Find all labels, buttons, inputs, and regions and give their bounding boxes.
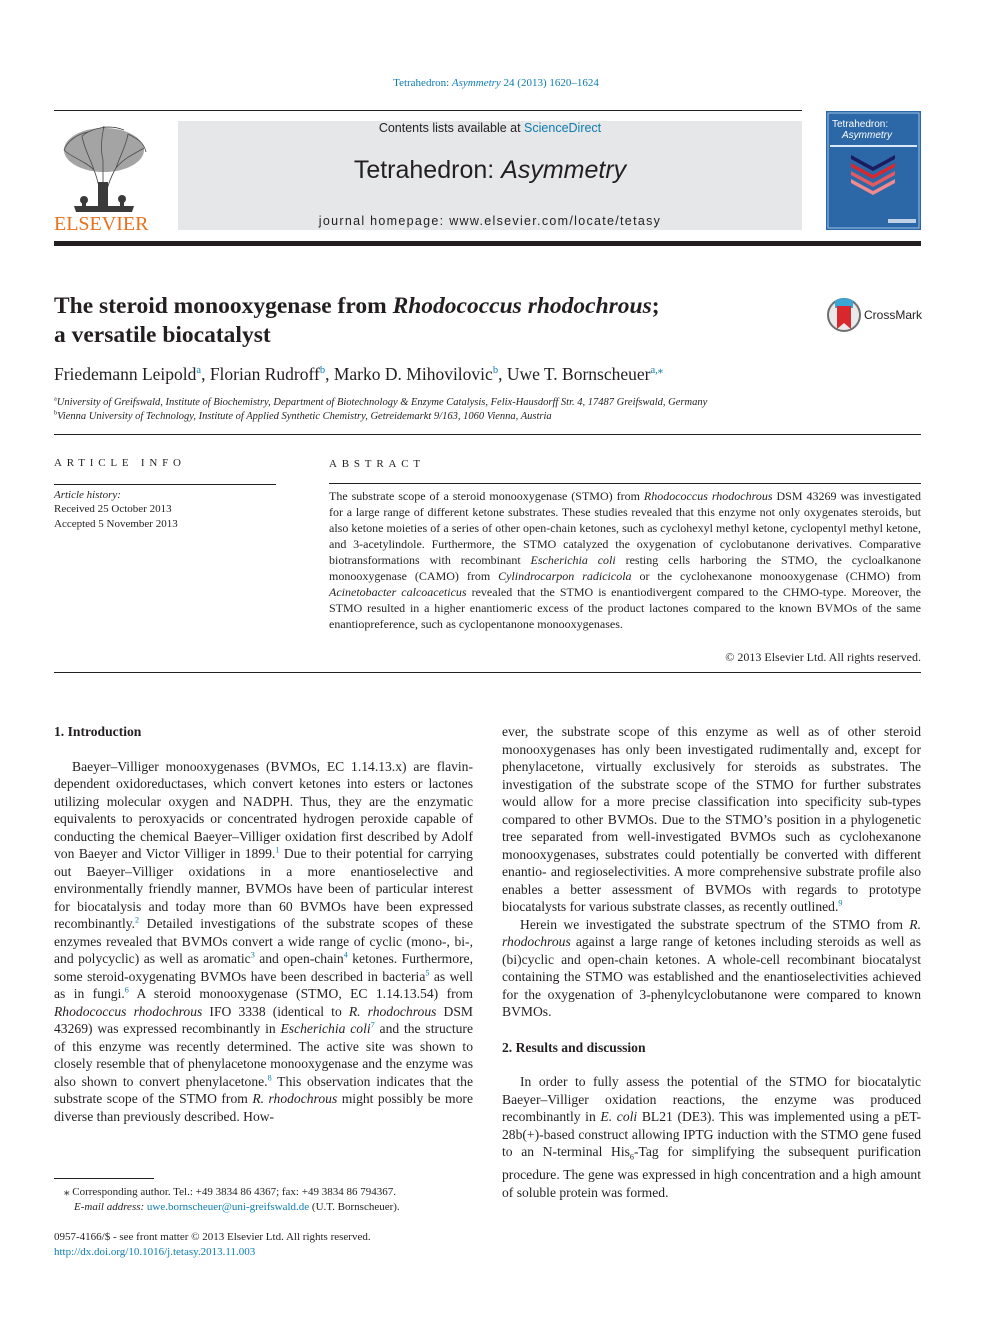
cover-title-line2: Asymmetry (842, 130, 892, 141)
journal-name-italic: Asymmetry (501, 156, 627, 184)
article-info-heading: ARTICLE INFO (54, 457, 186, 469)
affiliation-mark: b (54, 409, 58, 417)
introduction-continued (502, 723, 921, 1021)
author-name[interactable]: Friedemann Leipold (54, 364, 197, 384)
section-heading: 1. Introduction (54, 724, 142, 739)
homepage-prefix: journal homepage: (318, 214, 450, 228)
email-label: E-mail address: (74, 1201, 147, 1213)
reference-link[interactable]: 4 (343, 950, 348, 960)
sciencedirect-link[interactable]: ScienceDirect (524, 121, 602, 135)
author-affiliation-mark[interactable]: b (492, 365, 499, 377)
author-name[interactable]: Uwe T. Bornscheuer (506, 364, 651, 384)
cover-title-line1: Tetrahedron: (832, 119, 889, 130)
journal-title (178, 156, 802, 185)
abstract-rule (329, 483, 921, 484)
contents-prefix: Contents lists available at (378, 121, 525, 135)
article-info-rule (54, 484, 276, 485)
affiliation-a (54, 396, 914, 410)
accepted-date: Accepted 5 November 2013 (54, 517, 178, 530)
paragraph: Herein we investigated the substrate spectrum of the STMO from R. rhodochrous against a large range of ketones including steroids as well as (bi)cyclic and open-chain ketones. A whole-cell recombinant biocatalyst containing the STMO was established and the enantioselectivities achieved for the oxygenation of 3-phenylcyclobutanone were compared to known BVMOs. (502, 916, 921, 1019)
elsevier-logo[interactable] (54, 120, 154, 232)
paragraph: ever, the substrate scope of this enzyme as well as of other steroid monooxygenases has only been investigated rudimentally and, except for phenylacetone, virtually exclusively for steroids as substrates. The investigation of the substrate scope of the STMO for further substrates would allow for a more precise classification into specificity sub-types compared to other BVMOs. Due to the STMO’s position in a phylogenetic tree separated from well-investigated BVMOs such as cyclohexanone monooxygenases, substrates could potentially be converted with different enantio- and regioselectivities. A more comprehensive substrate profile also enables a better assessment of BVMOs with regards to prototype biocatalysts for various substrate classes, as recently outlined.$^9$ (502, 724, 921, 914)
body-column-left (54, 723, 473, 1125)
crossmark-label: CrossMark (864, 308, 923, 322)
title-line2: a versatile biocatalyst (54, 322, 271, 348)
citation-journal: Tetrahedron: (393, 77, 452, 89)
journal-homepage (178, 214, 802, 228)
author-affiliation-mark[interactable]: a,⁎ (650, 365, 664, 377)
footnotes (54, 1185, 474, 1215)
corresponding-author-note: ⁎ Corresponding author. Tel.: +49 3834 86 4367; fax: +49 3834 86 794367. (64, 1186, 396, 1198)
journal-citation[interactable] (0, 77, 992, 89)
reference-link[interactable]: 7 (370, 1020, 375, 1030)
abstract-copyright: © 2013 Elsevier Ltd. All rights reserved. (725, 650, 921, 664)
reference-link[interactable]: 1 (275, 845, 280, 855)
affiliation-b (54, 410, 914, 424)
journal-cover-image[interactable] (826, 111, 921, 230)
author-list: Friedemann Leipold$^a$, Florian Rudroff$^b$, Marko D. Mihovilovic$^b$, Uwe T. Bornscheuer$^{a,⁎}$ (54, 364, 664, 384)
crossmark-icon (826, 296, 862, 334)
issn-line: 0957-4166/$ - see front matter © 2013 Elsevier Ltd. All rights reserved. (54, 1231, 371, 1243)
author-affiliation-mark[interactable]: a (196, 365, 202, 377)
title-text: The steroid monooxygenase from (54, 293, 393, 319)
reference-link[interactable]: 6 (124, 985, 129, 995)
reference-link[interactable]: 5 (425, 967, 430, 977)
title-line1 (54, 292, 774, 321)
affiliation-mark: a (54, 395, 57, 403)
elsevier-tree-icon (54, 120, 154, 232)
section-rule (54, 434, 921, 435)
contents-available (178, 121, 802, 135)
footnote-rule (54, 1178, 154, 1179)
journal-banner (178, 121, 802, 230)
cover-graphic-icon (826, 111, 921, 230)
doi-link[interactable]: http://dx.doi.org/10.1016/j.tetasy.2013.11.003 (54, 1246, 256, 1258)
author-name[interactable]: Florian Rudroff (209, 364, 320, 384)
article-history (54, 488, 284, 531)
author-affiliation-mark[interactable]: b (319, 365, 326, 377)
affiliation-text: Vienna University of Technology, Institute of Applied Synthetic Chemistry, Getreidemarkt 9/163, 1060 Vienna, Austria (57, 411, 552, 422)
affiliation-text: University of Greifswald, Institute of Biochemistry, Department of Biotechnology & Enzyme Catalysis, Felix-Hausdorff Str. 4, 17487 Greifswald, Germany (56, 397, 708, 408)
section-heading: 2. Results and discussion (502, 1039, 646, 1055)
title-organism: Rhodococcus rhodochrous (392, 293, 652, 319)
reference-link[interactable]: 8 (267, 1072, 272, 1082)
homepage-url-link[interactable]: www.elsevier.com/locate/tetasy (449, 214, 662, 228)
abstract-heading: ABSTRACT (329, 458, 425, 470)
reference-link[interactable]: 2 (135, 915, 140, 925)
history-label: Article history: (54, 489, 121, 501)
citation-volume-pages: 24 (2013) 1620–1624 (500, 77, 599, 89)
journal-name: Tetrahedron: (353, 156, 502, 184)
body-column-right (502, 723, 921, 1201)
header-rule (54, 110, 802, 111)
received-date: Received 25 October 2013 (54, 503, 172, 516)
results-text (502, 1073, 921, 1201)
author-name[interactable]: Marko D. Mihovilovic (333, 364, 493, 384)
elsevier-wordmark: ELSEVIER (54, 213, 149, 232)
article-title (54, 292, 774, 350)
paragraph: In order to fully assess the potential of the STMO for biocatalytic Baeyer–Villiger oxidation reactions, the enzyme was produced recombinantly in E. coli BL21 (DE3). This was implemented using a pET-28b(+)-based construct allowing IPTG induction with the STMO gene fused to an N-terminal His$_6$-Tag for simplifying the subsequent purification procedure. The gene was expressed in high concentration and a high amount of soluble protein was formed. (502, 1074, 921, 1200)
citation-journal-italic: Asymmetry (451, 77, 501, 89)
abstract-text: The substrate scope of a steroid monooxygenase (STMO) from Rhodococcus rhodochrous DSM 43269 was investigated for a large range of different ketone substrates. These studies revealed that this enzyme not only oxygenates steroids, but also ketone moieties of a series of other open-chain ketones, such as cyclohexyl methyl ketone, cyclopentyl methyl ketone, and 3-acetylindole. Furthermore, the STMO catalyzed the oxygenation of cyclobutanone derivatives. Comparative biotransformations with recombinant Escherichia coli resting cells harboring the STMO, the cycloalkanone monooxygenase (CAMO) from Cylindrocarpon radicicola or the cyclohexanone monooxygenase (CHMO) from Acinetobacter calcoaceticus revealed that the STMO is enantiodivergent compared to the CHMO-type. Moreover, the STMO resulted in a higher enantiomeric excess of the product lactones compared to the known BVMOs of the same enantiopreference, such as cyclopentanone monooxygenases. (329, 489, 922, 631)
section-rule (54, 672, 921, 673)
title-punctuation: ; (651, 293, 660, 319)
introduction-text (54, 758, 473, 1126)
email-link[interactable]: uwe.bornscheuer@uni-greifswald.de (146, 1201, 310, 1213)
paragraph: Baeyer–Villiger monooxygenases (BVMOs, EC 1.14.13.x) are flavin-dependent oxidoreductases, which convert ketones into esters or lactones utilizing molecular oxygen and NADPH. Thus, they are the enzymatic equivalents to peroxyacids or concentrated hydrogen peroxide capable of conducting the chemical Baeyer–Villiger oxidation first described by Adolf von Baeyer and Victor Villiger in 1899.$^1$ Due to their potential for carrying out Baeyer–Villiger oxidations in a more enantioselective and environmentally friendly manner, BVMOs have been of particular interest for biocatalysis and today more than 60 BVMOs have been expressed recombinantly.$^2$ Detailed investigations of the substrate scopes of these enzymes revealed that BVMOs convert a wide range of cyclic (mono-, bi-, and polycyclic) as well as aromatic$^3$ and open-chain$^4$ ketones. Furthermore, some steroid-oxygenating BVMOs have been described in bacteria$^5$ as well as in fungi.$^6$ A steroid monooxygenase (STMO, EC 1.14.13.54) from Rhodococcus rhodochrous IFO 3338 (identical to R. rhodochrous DSM 43269) was expressed recombinantly in Escherichia coli$^7$ and the structure of this enzyme was recently determined. The active site was shown to closely resemble that of phenylacetone monooxygenase and the enzyme was also shown to convert phenylacetone.$^8$ This observation indicates that the substrate scope of the STMO from R. rhodochrous might possibly be more diverse than previously described. How- (54, 758, 474, 1124)
publication-info (54, 1230, 474, 1260)
reference-link[interactable]: 3 (250, 950, 255, 960)
crossmark-button[interactable] (826, 296, 926, 336)
reference-link[interactable]: 9 (838, 898, 843, 908)
email-suffix: (U.T. Bornscheuer). (309, 1201, 400, 1213)
header-thick-rule (54, 241, 921, 246)
